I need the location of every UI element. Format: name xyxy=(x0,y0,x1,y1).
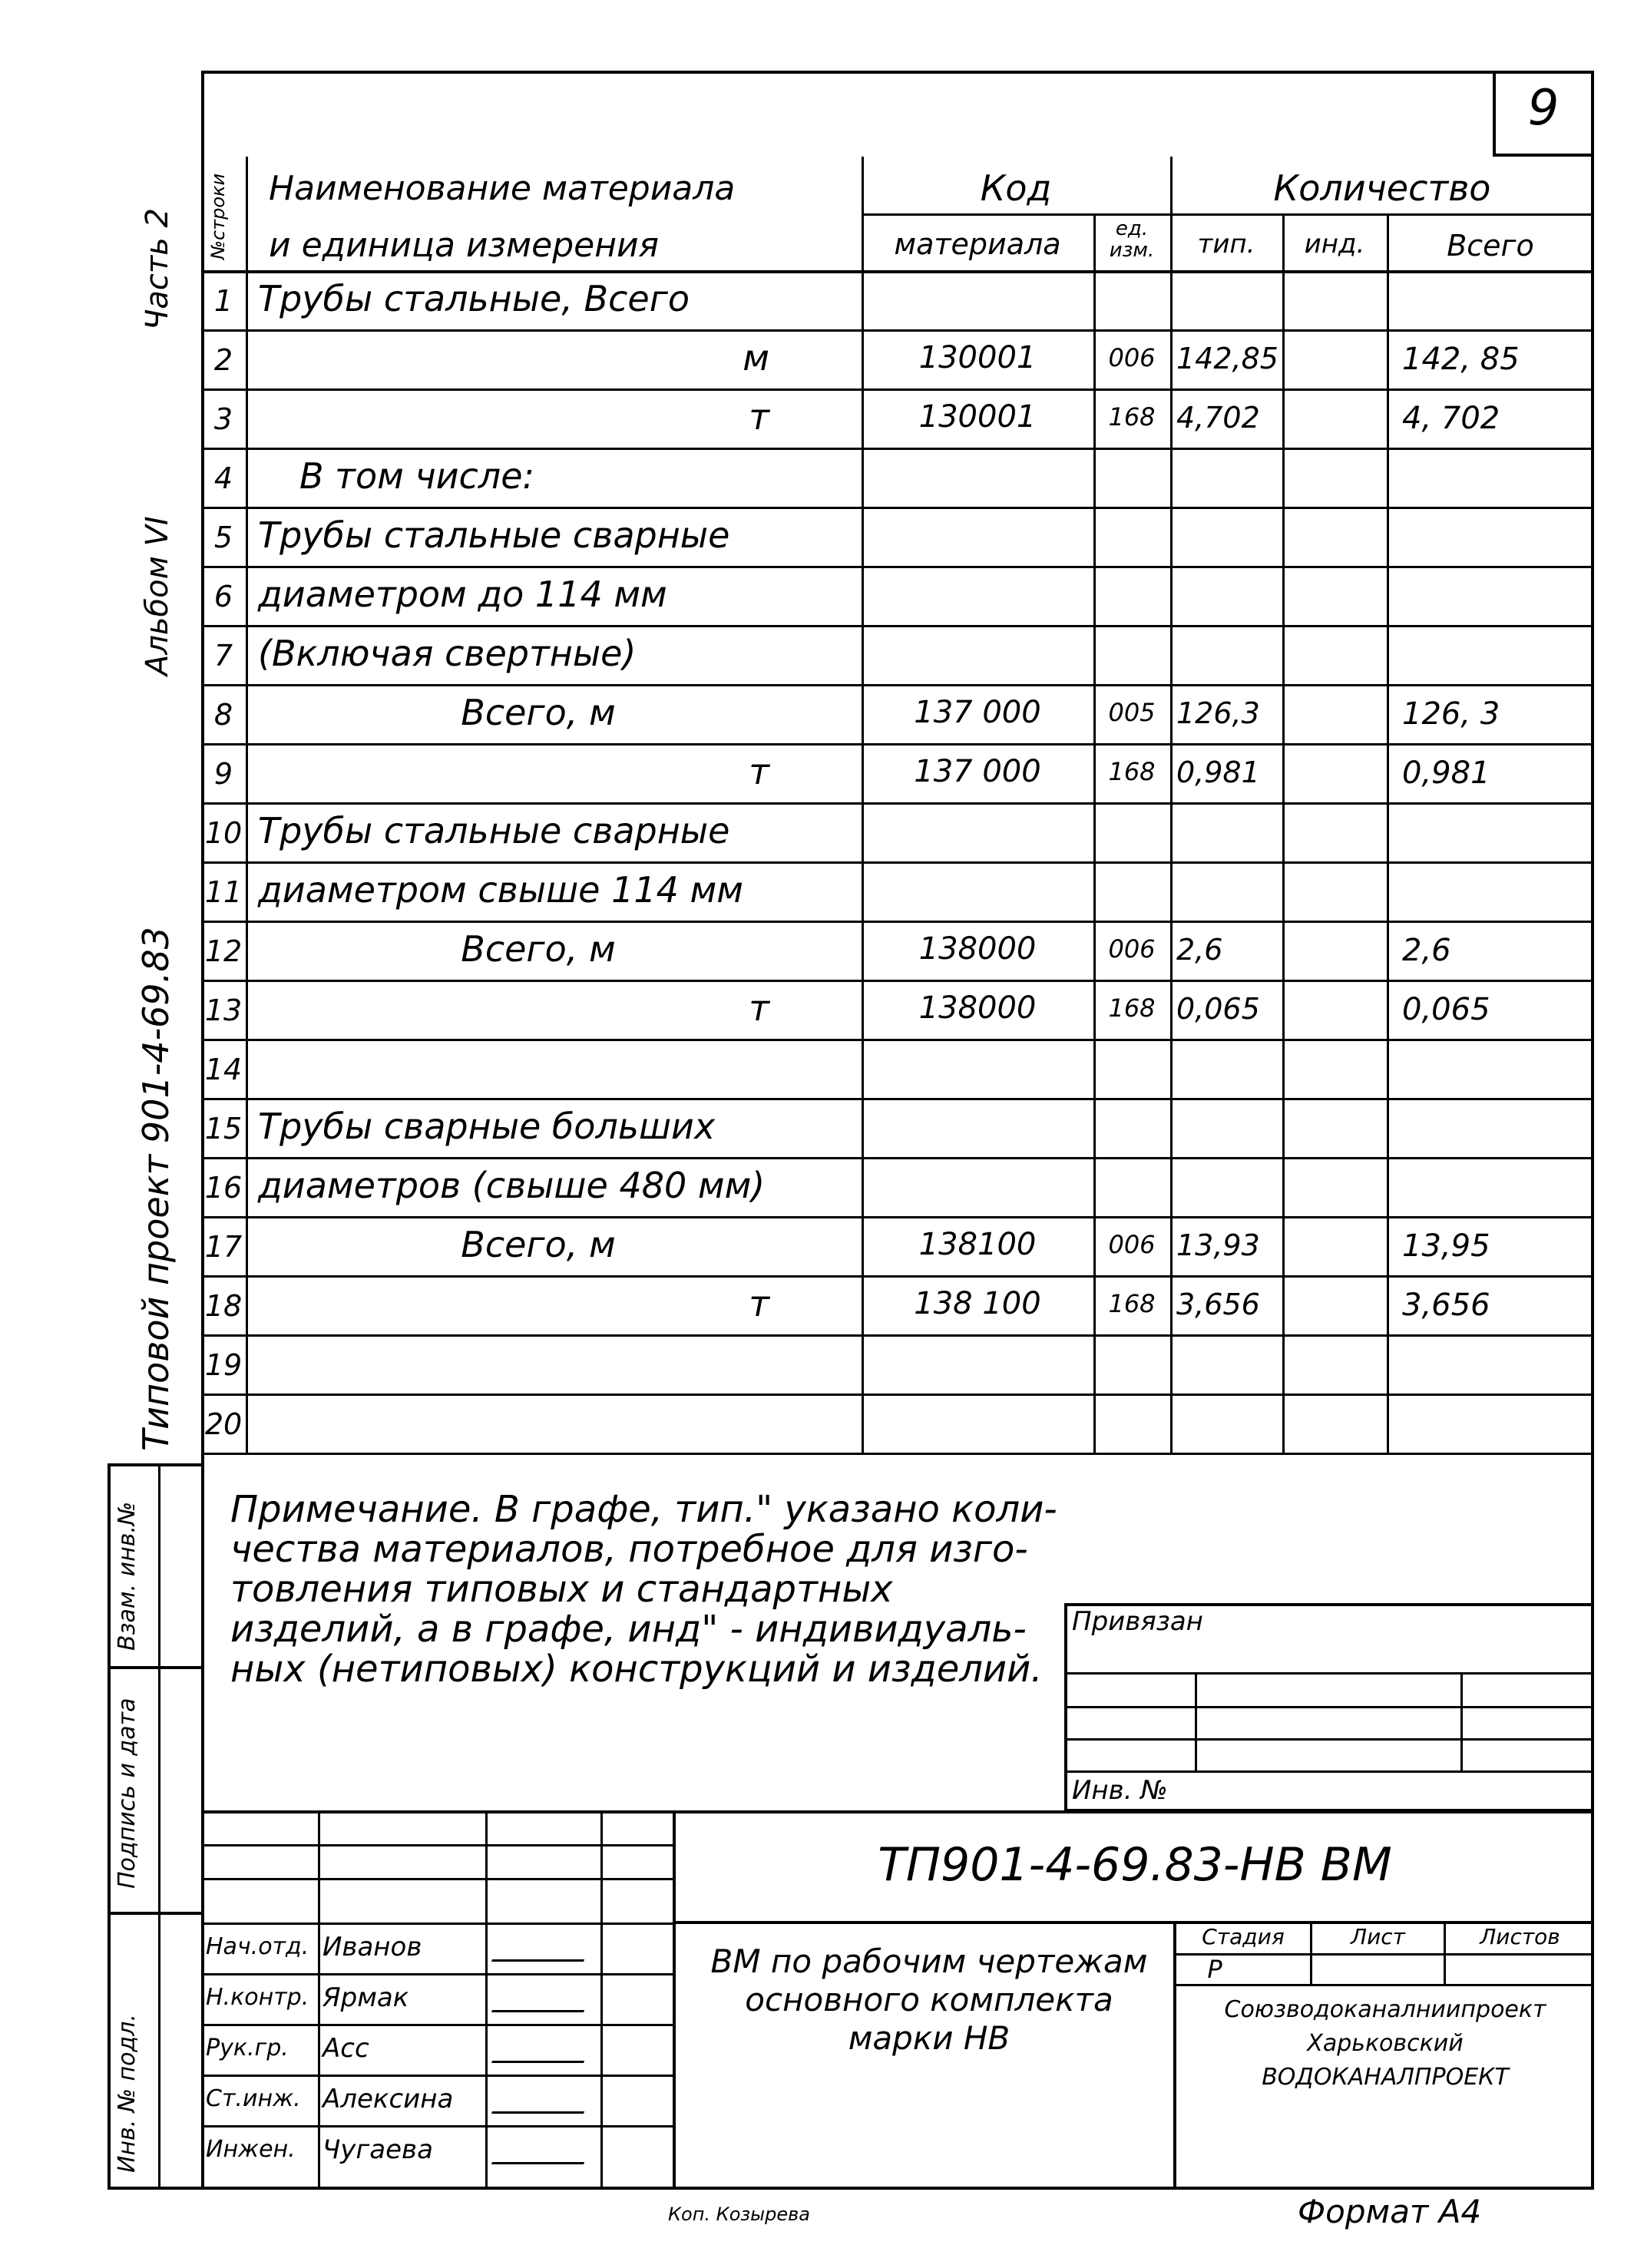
qty-typical: 3,656 xyxy=(1176,1288,1260,1321)
unit-code: 168 xyxy=(1108,1289,1156,1318)
material-name: т xyxy=(749,987,769,1029)
row-number: 7 xyxy=(213,639,233,673)
table-row xyxy=(201,329,1594,388)
table-row xyxy=(201,743,1594,802)
material-code: 138000 xyxy=(918,990,1037,1026)
table-row xyxy=(201,1216,1594,1275)
side-label-part: Часть 2 xyxy=(140,208,175,330)
table-row xyxy=(201,448,1594,507)
table-row xyxy=(201,1394,1594,1453)
note-line: чества материалов, потребное для изго- xyxy=(230,1528,1028,1571)
qty-total: 0,981 xyxy=(1402,755,1490,791)
stamp-label-inv-original: Инв. № подл. xyxy=(114,2014,141,2173)
table-row xyxy=(201,861,1594,921)
row-number: 13 xyxy=(204,993,243,1027)
qty-total: 13,95 xyxy=(1402,1228,1490,1264)
binding-label: Привязан xyxy=(1072,1606,1203,1637)
row-number: 5 xyxy=(213,521,233,554)
header-quantity: Количество xyxy=(1273,167,1491,209)
table-row xyxy=(201,270,1594,329)
page-number: 9 xyxy=(1527,80,1560,137)
stamp-label-signature-date: Подпись и дата xyxy=(114,1698,141,1889)
material-name: т xyxy=(749,751,769,792)
side-label-album: Альбом VI xyxy=(140,516,175,676)
material-name: (Включая свертные) xyxy=(258,633,637,674)
row-number: 2 xyxy=(213,343,233,377)
table-row xyxy=(201,1275,1594,1334)
row-number: 3 xyxy=(213,402,233,436)
qty-total: 2,6 xyxy=(1402,933,1451,968)
signature-mark xyxy=(491,2088,593,2114)
qty-total: 3,656 xyxy=(1402,1288,1490,1323)
table-row xyxy=(201,684,1594,743)
qty-total: 4, 702 xyxy=(1402,401,1500,436)
organization-line: ВОДОКАНАЛПРОЕКТ xyxy=(1262,2064,1509,2091)
material-name: Трубы сварные больших xyxy=(258,1106,716,1147)
material-code: 130001 xyxy=(918,340,1037,375)
row-number: 6 xyxy=(213,580,233,613)
qty-total: 126, 3 xyxy=(1402,696,1500,732)
table-row xyxy=(201,802,1594,861)
table-row xyxy=(201,1157,1594,1216)
row-number: 14 xyxy=(204,1053,243,1086)
qty-total: 0,065 xyxy=(1402,992,1490,1027)
materials-table xyxy=(201,157,1594,1453)
signature-role: Рук.гр. xyxy=(206,2035,289,2061)
qty-total: 142, 85 xyxy=(1402,342,1520,377)
note-line: Примечание. В графе, тип." указано коли- xyxy=(230,1488,1057,1531)
table-row xyxy=(201,1334,1594,1394)
signature-role: Ст.инж. xyxy=(206,2085,301,2112)
row-number: 8 xyxy=(213,698,233,732)
header-code-unit: ед. изм. xyxy=(1109,217,1155,262)
sheet-label: Лист xyxy=(1351,1924,1405,1949)
qty-typical: 0,065 xyxy=(1176,992,1260,1026)
unit-code: 168 xyxy=(1108,993,1156,1023)
unit-code: 005 xyxy=(1108,698,1156,727)
header-qty-total: Всего xyxy=(1447,229,1534,263)
organization xyxy=(1176,1993,1594,2094)
material-name: диаметром свыше 114 мм xyxy=(258,869,743,911)
row-number: 1 xyxy=(213,284,233,318)
signature-mark xyxy=(491,2038,593,2063)
qty-typical: 2,6 xyxy=(1176,933,1223,967)
stage-label: Стадия xyxy=(1202,1924,1285,1949)
header-name-line2: и единица измерения xyxy=(269,226,660,265)
material-name: Всего, м xyxy=(461,928,616,970)
signature-name: Иванов xyxy=(322,1932,422,1962)
description-line: основного комплекта xyxy=(745,1981,1113,2018)
signature-mark xyxy=(491,2139,593,2164)
row-number: 15 xyxy=(204,1112,243,1146)
material-name: м xyxy=(743,337,769,379)
material-name: диаметров (свыше 480 мм) xyxy=(258,1165,766,1206)
table-row xyxy=(201,921,1594,980)
stamp-label-replacement-inv: Взам. инв.№ xyxy=(114,1501,141,1651)
row-number: 20 xyxy=(204,1407,243,1441)
table-row xyxy=(201,625,1594,684)
organization-line: Харьковский xyxy=(1307,2030,1464,2057)
row-number: 16 xyxy=(204,1171,243,1205)
note-line: изделий, а в графе, инд" - индивидуаль- xyxy=(230,1608,1027,1651)
document-description xyxy=(691,1942,1167,2058)
header-name-line1: Наименование материала xyxy=(269,169,736,208)
material-name: Трубы стальные сварные xyxy=(258,514,730,556)
qty-typical: 126,3 xyxy=(1176,696,1260,730)
material-name: Всего, м xyxy=(461,692,616,733)
signature-role: Нач.отд. xyxy=(206,1933,309,1960)
stage-value: Р xyxy=(1207,1955,1222,1984)
row-number: 17 xyxy=(204,1230,243,1264)
signature-role: Инжен. xyxy=(206,2136,296,2163)
organization-line: Союзводоканалниипроект xyxy=(1224,1996,1546,2023)
table-row xyxy=(201,566,1594,625)
qty-typical: 142,85 xyxy=(1176,342,1278,375)
signature-mark xyxy=(491,1987,593,2012)
material-code: 138000 xyxy=(918,931,1037,967)
material-name: т xyxy=(749,1283,769,1324)
header-code: Код xyxy=(980,167,1052,209)
document-code: ТП901-4-69.83-НВ ВМ xyxy=(878,1838,1392,1892)
signature-name: Чугаева xyxy=(322,2134,433,2165)
material-code: 137 000 xyxy=(914,754,1041,789)
material-name: Трубы стальные сварные xyxy=(258,810,730,851)
qty-typical: 0,981 xyxy=(1176,755,1260,789)
material-name: диаметром до 114 мм xyxy=(258,574,667,615)
signature-mark xyxy=(491,1936,593,1962)
signature-name: Алексина xyxy=(322,2084,454,2114)
note-line: товления типовых и стандартных xyxy=(230,1568,893,1611)
unit-code: 006 xyxy=(1108,1230,1156,1259)
row-number: 11 xyxy=(204,875,243,909)
table-row xyxy=(201,507,1594,566)
row-number: 18 xyxy=(204,1289,243,1323)
row-number: 19 xyxy=(204,1348,243,1382)
description-line: марки НВ xyxy=(848,2019,1011,2057)
table-row xyxy=(201,1039,1594,1098)
copied-by: Коп. Козырева xyxy=(668,2204,810,2225)
material-code: 130001 xyxy=(918,399,1037,435)
unit-code: 006 xyxy=(1108,934,1156,964)
material-name: Всего, м xyxy=(461,1224,616,1265)
note-line: ных (нетиповых) конструкций и изделий. xyxy=(230,1648,1043,1691)
row-number: 9 xyxy=(213,757,233,791)
sheets-label: Листов xyxy=(1480,1924,1560,1949)
material-code: 138100 xyxy=(918,1227,1037,1262)
signature-grid xyxy=(201,1810,673,2190)
material-code: 137 000 xyxy=(914,695,1041,730)
material-name: т xyxy=(749,396,769,438)
material-name: В том числе: xyxy=(299,455,535,497)
header-row-number: №строки xyxy=(207,173,229,260)
description-line: ВМ по рабочим чертежам xyxy=(710,1942,1148,1980)
material-code: 138 100 xyxy=(914,1286,1041,1321)
material-name: Трубы стальные, Всего xyxy=(258,278,690,319)
signature-name: Ярмак xyxy=(322,1982,409,2013)
inventory-label: Инв. № xyxy=(1072,1775,1168,1806)
unit-code: 168 xyxy=(1108,757,1156,786)
unit-code: 168 xyxy=(1108,402,1156,431)
row-number: 12 xyxy=(204,934,243,968)
row-number: 4 xyxy=(213,461,233,495)
format-label: Формат А4 xyxy=(1298,2193,1482,2230)
header-qty-typ: тип. xyxy=(1197,229,1255,260)
signature-role: Н.контр. xyxy=(206,1984,309,2011)
header-qty-ind: инд. xyxy=(1304,229,1365,260)
qty-typical: 13,93 xyxy=(1176,1228,1260,1262)
signature-name: Асс xyxy=(322,2033,369,2064)
row-number: 10 xyxy=(204,816,243,850)
header-code-material: материала xyxy=(894,227,1061,261)
table-row xyxy=(201,388,1594,448)
side-label-project: Типовой проект 901-4-69.83 xyxy=(135,927,177,1451)
table-row xyxy=(201,1098,1594,1157)
unit-code: 006 xyxy=(1108,343,1156,372)
qty-typical: 4,702 xyxy=(1176,401,1260,435)
table-row xyxy=(201,980,1594,1039)
